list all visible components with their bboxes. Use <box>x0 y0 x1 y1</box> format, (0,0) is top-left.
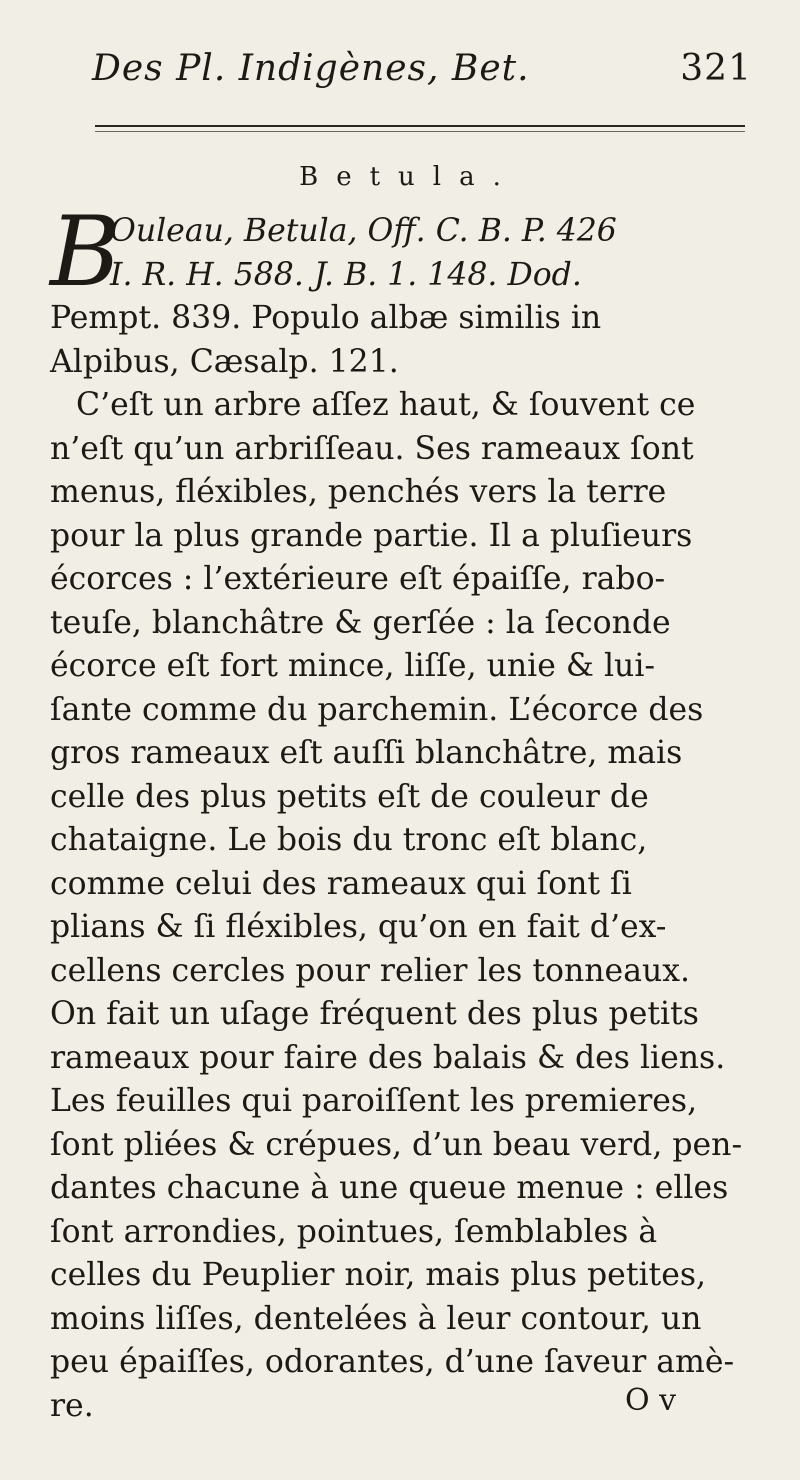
section-title: Betula. <box>299 162 519 192</box>
text-line-10: teuſe, blanchâtre & gerſée : la ſeconde <box>50 604 671 641</box>
body-text <box>50 196 770 1428</box>
text-line-6: n’eſt qu’un arbriſſeau. Ses rameaux ſont <box>50 430 694 467</box>
drop-cap: B <box>50 196 121 308</box>
page-number: 321 <box>680 48 752 89</box>
text-line-16: comme celui des rameaux qui ſont ſi <box>50 865 632 902</box>
text-line-3: Pempt. 839. Populo albæ similis in <box>50 300 602 336</box>
text-line-9: écorces : l’extérieure eſt épaiſſe, rabo- <box>50 561 666 597</box>
text-line-4: Alpibus, Cæsalp. 121. <box>50 343 399 380</box>
text-line-24: ſont arrondies, pointues, ſemblables à <box>50 1213 658 1250</box>
text-line-12: ſante comme du parchemin. L’écorce des <box>50 691 704 728</box>
text-line-2: I. R. H. 588. J. B. 1. 148. Dod. <box>110 256 582 293</box>
catchword: O v <box>625 1383 677 1418</box>
text-line-15: chataigne. Le bois du tronc eſt blanc, <box>50 822 648 858</box>
text-line-20: rameaux pour faire des balais & des liens. <box>50 1039 726 1076</box>
running-title: Des Pl. Indigènes, Bet. <box>92 48 530 89</box>
text-line-28: re. <box>50 1387 94 1424</box>
text-line-11: écorce eſt fort mince, liſſe, unie & lui- <box>50 648 656 684</box>
text-line-8: pour la plus grande partie. Il a pluſieurs <box>50 517 693 554</box>
text-line-19: On fait un uſage fréquent des plus petits <box>50 996 699 1032</box>
text-line-18: cellens cercles pour relier les tonneaux. <box>50 952 691 989</box>
text-line-13: gros rameaux eſt auſſi blanchâtre, mais <box>50 735 683 771</box>
text-line-21: Les feuilles qui paroiſſent les premieres, <box>50 1083 698 1119</box>
text-line-25: celles du Peuplier noir, mais plus petites, <box>50 1257 707 1293</box>
text-line-1: Ouleau, Betula, Off. C. B. P. 426 <box>110 213 617 249</box>
text-line-26: moins liſſes, dentelées à leur contour, un <box>50 1300 702 1337</box>
text-line-14: celle des plus petits eſt de couleur de <box>50 778 649 815</box>
running-head <box>92 48 752 98</box>
text-line-7: menus, fléxibles, penchés vers la terre <box>50 474 667 510</box>
text-line-17: plians & ſi fléxibles, qu’on en fait d’ex- <box>50 909 667 945</box>
header-rule-thin <box>95 131 745 132</box>
text-line-23: dantes chacune à une queue menue : elles <box>50 1170 729 1206</box>
header-rule <box>95 125 745 127</box>
text-line-22: ſont pliées & crépues, d’un beau verd, pen- <box>50 1126 743 1163</box>
text-line-5: C’eſt un arbre aſſez haut, & ſouvent ce <box>76 387 696 423</box>
text-line-27: peu épaiſſes, odorantes, d’une ſaveur amè- <box>50 1344 735 1380</box>
